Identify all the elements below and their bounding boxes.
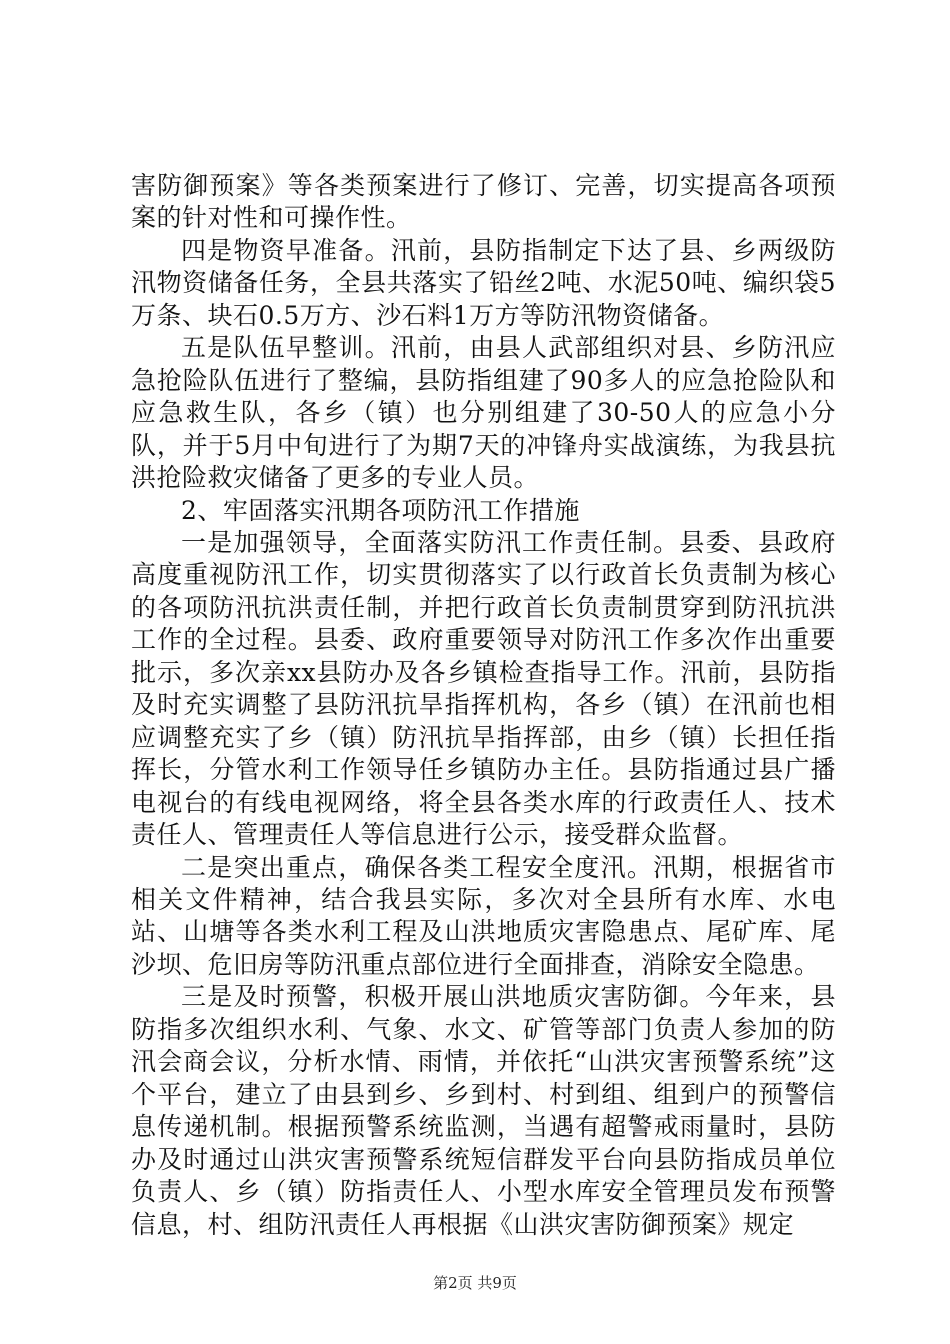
document-body [131,170,836,1241]
section-heading-flood-measures: 2、牢固落实汛期各项防汛工作措施 [181,495,580,525]
page-number-footer: 第2页 共9页 [433,1274,517,1292]
paragraph-teams: 五是队伍早整训。汛前，由县人武部组织对县、乡防汛应急抢险队伍进行了整编，县防指组建了90多人的应急抢险队和应急救生队，各乡（镇）也分别组建了30-50人的应急小分队，并于5月中旬进行了为期7天的冲锋舟实战演练，为我县抗洪抢险救灾储备了更多的专业人员。 [131,333,836,493]
paragraph-early-warning: 三是及时预警，积极开展山洪地质灾害防御。今年来，县防指多次组织水利、气象、水文、矿管等部门负责人参加的防汛会商会议，分析水情、雨情，并依托“山洪灾害预警系统”这个平台，建立了由县到乡、乡到村、村到组、组到户的预警信息传递机制。根据预警系统监测，当遇有超警戒雨量时，县防办及时通过山洪灾害预警系统短信群发平台向县防指成员单位负责人、乡（镇）防指责任人、小型水库安全管理员发布预警信息，村、组防汛责任人再根据《山洪灾害防御预案》规定 [131,982,836,1239]
paragraph-plan-revision: 害防御预案》等各类预案进行了修订、完善，切实提高各项预案的针对性和可操作性。 [131,171,836,233]
paragraph-key-projects: 二是突出重点，确保各类工程安全度汛。汛期，根据省市相关文件精神，结合我县实际，多次对全县所有水库、水电站、山塘等各类水利工程及山洪地质灾害隐患点、尾矿库、尾沙坝、危旧房等防汛重点部位进行全面排查，消除安全隐患。 [131,852,836,979]
paragraph-leadership: 一是加强领导，全面落实防汛工作责任制。县委、县政府高度重视防汛工作，切实贯彻落实了以行政首长负责制为核心的各项防汛抗洪责任制，并把行政首长负责制贯穿到防汛抗洪工作的全过程。县委、政府重要领导对防汛工作多次作出重要批示，多次亲xx县防办及各乡镇检查指导工作。汛前，县防指及时充实调整了县防汛抗旱指挥机构，各乡（镇）在汛前也相应调整充实了乡（镇）防汛抗旱指挥部，由乡（镇）长担任指挥长，分管水利工作领导任乡镇防办主任。县防指通过县广播电视台的有线电视网络，将全县各类水库的行政责任人、技术责任人、管理责任人等信息进行公示，接受群众监督。 [131,527,836,850]
paragraph-materials: 四是物资早准备。汛前，县防指制定下达了县、乡两级防汛物资储备任务，全县共落实了铅丝2吨、水泥50吨、编织袋5万条、块石0.5万方、沙石料1万方等防汛物资储备。 [131,235,836,330]
